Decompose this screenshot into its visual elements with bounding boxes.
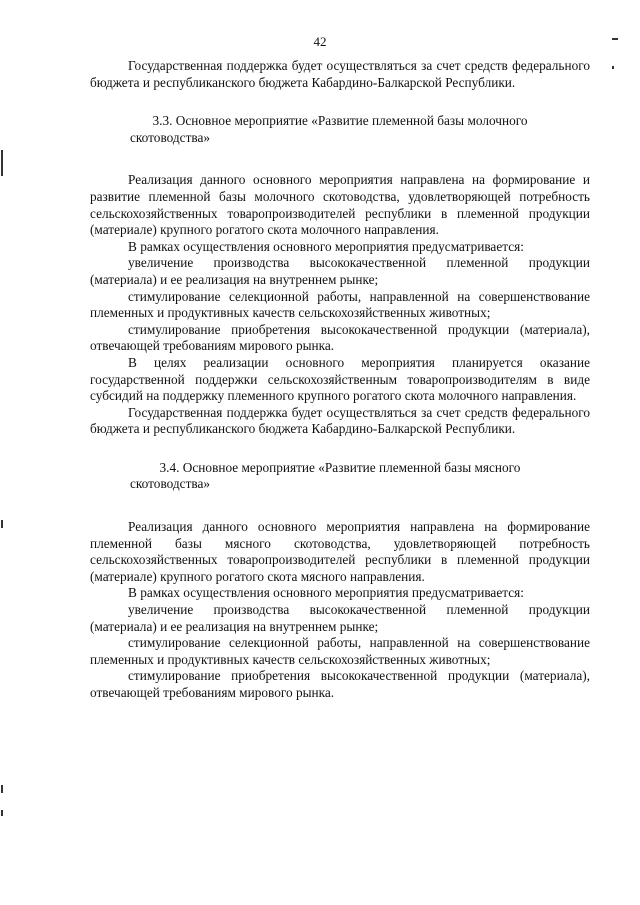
paragraph: Государственная поддержка будет осуществляться за счет средств федерального бюджета и республиканского бюджета Кабардино-Балкарской Республики. [90,404,590,437]
scan-mark [612,66,614,69]
list-item: стимулирование приобретения высококачественной продукции (материала), отвечающей требованиям мирового рынка. [90,668,590,700]
list-item: увеличение производства высококачественной племенной продукции (материала) и ее реализация на внутреннем рынке; [90,255,590,287]
scan-mark [1,520,3,528]
scan-mark [1,810,3,816]
list-item: стимулирование селекционной работы, направленной на совершенствование племенных и продуктивных качеств сельскохозяйственных животных; [90,288,590,321]
list-item: увеличение производства высококачественной племенной продукции (материала) и ее реализация на внутреннем рынке; [90,602,590,634]
page-number: 42 [313,34,327,49]
paragraph: В рамках осуществления основного мероприятия предусматривается: [128,585,524,601]
paragraph: Реализация данного основного мероприятия направлена на формирование и развитие племенной базы молочного скотоводства, удовлетворяющей потребность сельскохозяйственных товаропроизводителей республики в племенной продукции (материале) крупного рогатого скота молочного направления. [90,172,590,238]
paragraph: Реализация данного основного мероприятия направлена на формирование племенной базы мясного скотоводства, удовлетворяющей потребность сельскохозяйственных товаропроизводителей республики в племенной продукции (материале) крупного рогатого скота мясного направления. [90,519,590,584]
paragraph: В рамках осуществления основного мероприятия предусматривается: [128,238,524,254]
section-3-4-heading: 3.4. Основное мероприятие «Развитие племенной базы мясного скотоводства» [130,459,521,492]
list-item: стимулирование приобретения высококачественной продукции (материала), отвечающей требованиям мирового рынка. [90,321,590,354]
page-content [90,58,590,702]
scan-mark [1,785,3,793]
paragraph: В целях реализации основного мероприятия планируется оказание государственной поддержки сельскохозяйственным товаропроизводителям в виде субсидий на поддержку племенного крупного рогатого скота молочного направления. [90,354,590,404]
section-3-3-heading: 3.3. Основное мероприятие «Развитие племенной базы молочного скотоводства» [130,113,528,145]
intro-paragraph: Государственная поддержка будет осуществляться за счет средств федерального бюджета и республиканского бюджета Кабардино-Балкарской Республики. [90,58,590,90]
scan-mark [1,150,3,176]
list-item: стимулирование селекционной работы, направленной на совершенствование племенных и продуктивных качеств сельскохозяйственных животных; [90,635,590,667]
